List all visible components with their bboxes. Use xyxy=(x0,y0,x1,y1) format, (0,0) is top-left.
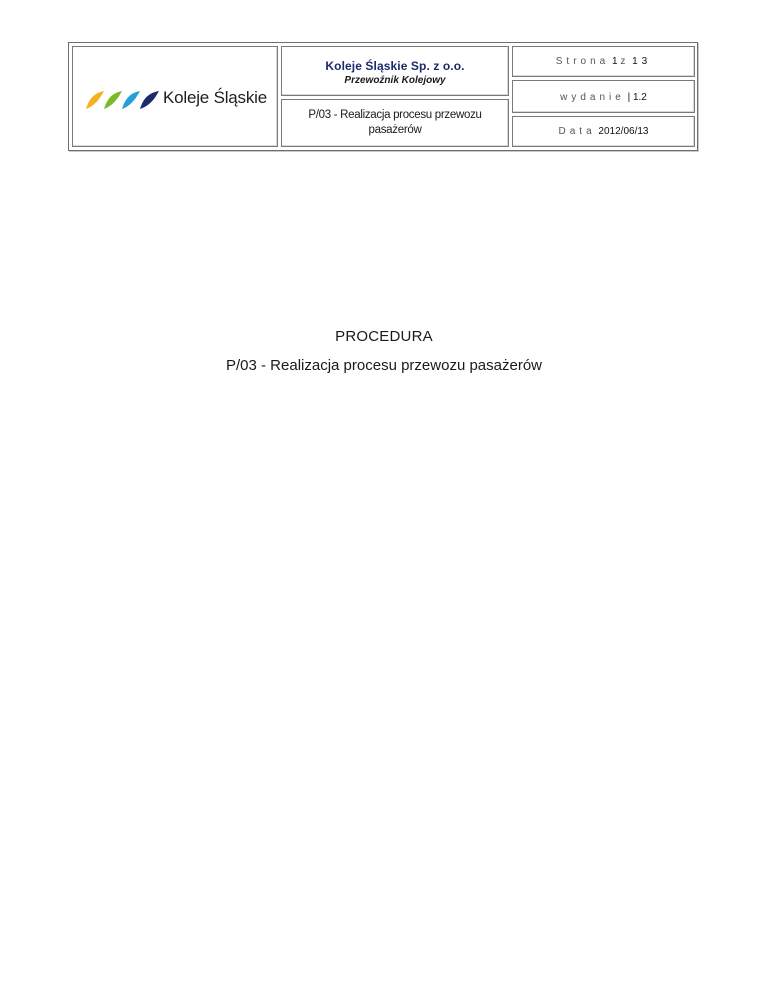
date-value: 2012/06/13 xyxy=(598,126,649,137)
logo-cell xyxy=(72,46,278,147)
date-label: Data xyxy=(558,126,596,137)
edition-cell xyxy=(512,80,695,113)
date-cell xyxy=(512,116,695,147)
company-cell xyxy=(281,46,509,96)
page-separator: z xyxy=(620,56,630,67)
company-logo xyxy=(85,88,275,112)
document-title-cell xyxy=(281,99,509,147)
logo-text: Koleje Śląskie xyxy=(163,88,267,107)
logo-stripe-blue xyxy=(122,91,140,109)
logo-stripes-icon xyxy=(85,90,161,110)
logo-stripe-navy xyxy=(140,91,159,109)
company-name: Koleje Śląskie Sp. z o.o. xyxy=(325,59,465,73)
document-title: P/03 - Realizacja procesu przewozu pasażerów xyxy=(308,109,482,136)
logo-stripe-yellow xyxy=(86,91,104,109)
procedure-label: PROCEDURA xyxy=(335,328,433,345)
logo-stripe-green xyxy=(104,91,122,109)
company-subtitle: Przewoźnik Kolejowy xyxy=(344,75,446,86)
edition-value: | 1.2 xyxy=(627,92,647,103)
edition xyxy=(513,92,694,103)
edition-label: wydanie xyxy=(560,92,625,103)
page-number-cell xyxy=(512,46,695,77)
page-current: 1 xyxy=(612,56,618,67)
page-label: Strona xyxy=(555,56,610,67)
page-number xyxy=(513,56,694,67)
document-header xyxy=(68,42,698,151)
date xyxy=(513,126,694,137)
page-total: 13 xyxy=(632,56,652,67)
procedure-title: P/03 - Realizacja procesu przewozu pasażerów xyxy=(226,357,542,374)
